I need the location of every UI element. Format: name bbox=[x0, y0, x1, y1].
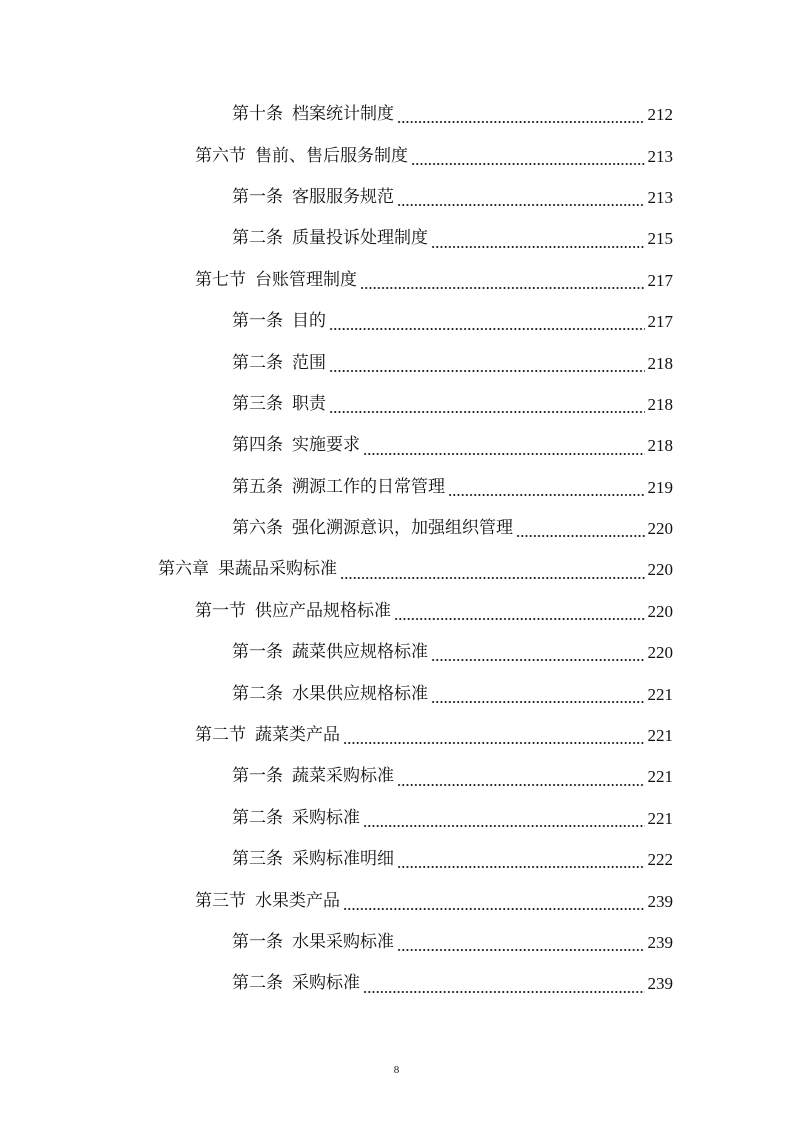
toc-entry-title: 采购标准 bbox=[292, 807, 360, 828]
toc-entry-page: 239 bbox=[647, 933, 673, 952]
dot-leader bbox=[516, 535, 645, 537]
toc-entry-page: 222 bbox=[647, 850, 673, 870]
toc-entry[interactable] bbox=[0, 756, 673, 797]
dot-leader bbox=[411, 163, 645, 165]
toc-entry[interactable] bbox=[0, 94, 673, 135]
toc-entry-title: 目的 bbox=[292, 311, 326, 332]
toc-entry[interactable] bbox=[0, 342, 673, 383]
dot-leader bbox=[431, 246, 645, 248]
toc-entry-label: 第一条 bbox=[232, 766, 283, 787]
toc-entry-page: 220 bbox=[647, 601, 673, 621]
dot-leader bbox=[363, 825, 645, 827]
toc-entry-page: 220 bbox=[647, 643, 673, 663]
toc-entry-title: 质量投诉处理制度 bbox=[292, 228, 428, 249]
toc-entry[interactable] bbox=[0, 798, 673, 839]
toc-entry-title: 水果类产品 bbox=[255, 890, 340, 911]
toc-entry-title: 职责 bbox=[292, 393, 326, 414]
toc-entry-page: 212 bbox=[647, 105, 673, 125]
toc-entry[interactable] bbox=[0, 384, 673, 425]
toc-entry[interactable] bbox=[0, 922, 673, 963]
toc-entry-label: 第五条 bbox=[232, 476, 283, 497]
toc-entry-page: 218 bbox=[647, 436, 673, 456]
toc-entry-label: 第一条 bbox=[232, 186, 283, 207]
toc-entry-page: 218 bbox=[647, 353, 673, 373]
toc-entry-label: 第六条 bbox=[232, 518, 283, 539]
toc-entry[interactable] bbox=[0, 177, 673, 218]
toc-entry-label: 第三节 bbox=[195, 890, 246, 911]
toc-entry-label: 第十条 bbox=[232, 104, 283, 125]
dot-leader bbox=[329, 411, 645, 413]
toc-entry-label: 第一条 bbox=[232, 311, 283, 332]
toc-entry-label: 第二节 bbox=[195, 725, 246, 746]
dot-leader bbox=[431, 659, 645, 661]
dot-leader bbox=[397, 204, 645, 206]
toc-entry-title: 客服服务规范 bbox=[292, 186, 394, 207]
toc-entry-label: 第一条 bbox=[232, 932, 283, 952]
toc-entry[interactable] bbox=[0, 632, 673, 673]
toc-entry-title: 实施要求 bbox=[292, 435, 360, 456]
toc-entry[interactable] bbox=[0, 715, 673, 756]
toc-entry-title: 强化溯源意识，加强组织管理 bbox=[292, 518, 513, 539]
toc-entry[interactable] bbox=[0, 549, 673, 590]
dot-leader bbox=[394, 618, 645, 620]
dot-leader bbox=[397, 121, 645, 123]
toc-entry-label: 第六章 bbox=[158, 559, 209, 580]
toc-entry-page: 218 bbox=[647, 394, 673, 414]
toc-entry-page: 239 bbox=[647, 974, 673, 994]
toc-entry[interactable] bbox=[0, 839, 673, 880]
toc-entry[interactable] bbox=[0, 135, 673, 176]
toc-entry-label: 第一条 bbox=[232, 642, 283, 663]
dot-leader bbox=[360, 287, 645, 289]
toc-entry-page: 213 bbox=[647, 146, 673, 166]
toc-entry-title: 采购标准明细 bbox=[292, 849, 394, 870]
dot-leader bbox=[329, 370, 645, 372]
toc-entry-page: 213 bbox=[647, 187, 673, 207]
toc-entry-page: 217 bbox=[647, 312, 673, 332]
toc-entry-label: 第三条 bbox=[232, 393, 283, 414]
toc-entry-label: 第七节 bbox=[195, 269, 246, 290]
dot-leader bbox=[397, 949, 645, 951]
dot-leader bbox=[431, 701, 645, 703]
toc-entry-label: 第二条 bbox=[232, 352, 283, 373]
toc-entry[interactable] bbox=[0, 880, 673, 921]
toc-entry[interactable] bbox=[0, 260, 673, 301]
toc-entry-label: 第二条 bbox=[232, 807, 283, 828]
toc-entry-title: 果蔬品采购标准 bbox=[218, 559, 337, 580]
dot-leader bbox=[363, 991, 645, 993]
toc-entry-page: 219 bbox=[647, 477, 673, 497]
toc-entry-label: 第二条 bbox=[232, 228, 283, 249]
toc-entry-title: 水果采购标准 bbox=[292, 932, 394, 952]
toc-entry-page: 221 bbox=[647, 726, 673, 746]
toc-entry-page: 221 bbox=[647, 684, 673, 704]
toc-entry-label: 第三条 bbox=[232, 849, 283, 870]
toc-entry-page: 221 bbox=[647, 767, 673, 787]
toc-entry[interactable] bbox=[0, 963, 673, 1004]
toc-entry-label: 第二条 bbox=[232, 683, 283, 704]
toc-entry[interactable] bbox=[0, 591, 673, 632]
dot-leader bbox=[397, 784, 645, 786]
toc-entry-page: 221 bbox=[647, 808, 673, 828]
toc-entry-title: 水果供应规格标准 bbox=[292, 683, 428, 704]
toc-entry-label: 第二条 bbox=[232, 973, 283, 994]
toc-entry-page: 220 bbox=[647, 560, 673, 580]
toc-entry-title: 档案统计制度 bbox=[292, 104, 394, 125]
toc-entry[interactable] bbox=[0, 673, 673, 714]
dot-leader bbox=[340, 577, 645, 579]
toc-entry-title: 售前、售后服务制度 bbox=[255, 145, 408, 166]
dot-leader bbox=[343, 908, 645, 910]
toc-entry-page: 215 bbox=[647, 229, 673, 249]
dot-leader bbox=[397, 866, 645, 868]
dot-leader bbox=[448, 494, 645, 496]
dot-leader bbox=[329, 328, 645, 330]
toc-entry-title: 溯源工作的日常管理 bbox=[292, 476, 445, 497]
toc-entry[interactable] bbox=[0, 218, 673, 259]
toc-entry[interactable] bbox=[0, 301, 673, 342]
toc-entry-label: 第四条 bbox=[232, 435, 283, 456]
toc-entry[interactable] bbox=[0, 508, 673, 549]
toc-entry-title: 蔬菜类产品 bbox=[255, 725, 340, 746]
dot-leader bbox=[343, 742, 645, 744]
toc-entry-title: 蔬菜采购标准 bbox=[292, 766, 394, 787]
dot-leader bbox=[363, 453, 645, 455]
toc-entry-title: 采购标准 bbox=[292, 973, 360, 994]
toc-entry-label: 第六节 bbox=[195, 145, 246, 166]
toc-entry-page: 220 bbox=[647, 519, 673, 539]
toc-entry-label: 第一节 bbox=[195, 600, 246, 621]
toc-entry-title: 范围 bbox=[292, 352, 326, 373]
page-number: 8 bbox=[393, 1064, 400, 1076]
toc-entry-page: 217 bbox=[647, 270, 673, 290]
table-of-contents bbox=[0, 94, 793, 1005]
toc-entry-title: 供应产品规格标准 bbox=[255, 600, 391, 621]
toc-entry-page: 239 bbox=[647, 891, 673, 911]
toc-entry[interactable] bbox=[0, 467, 673, 508]
toc-entry-title: 蔬菜供应规格标准 bbox=[292, 642, 428, 663]
toc-entry-title: 台账管理制度 bbox=[255, 269, 357, 290]
toc-entry[interactable] bbox=[0, 425, 673, 466]
